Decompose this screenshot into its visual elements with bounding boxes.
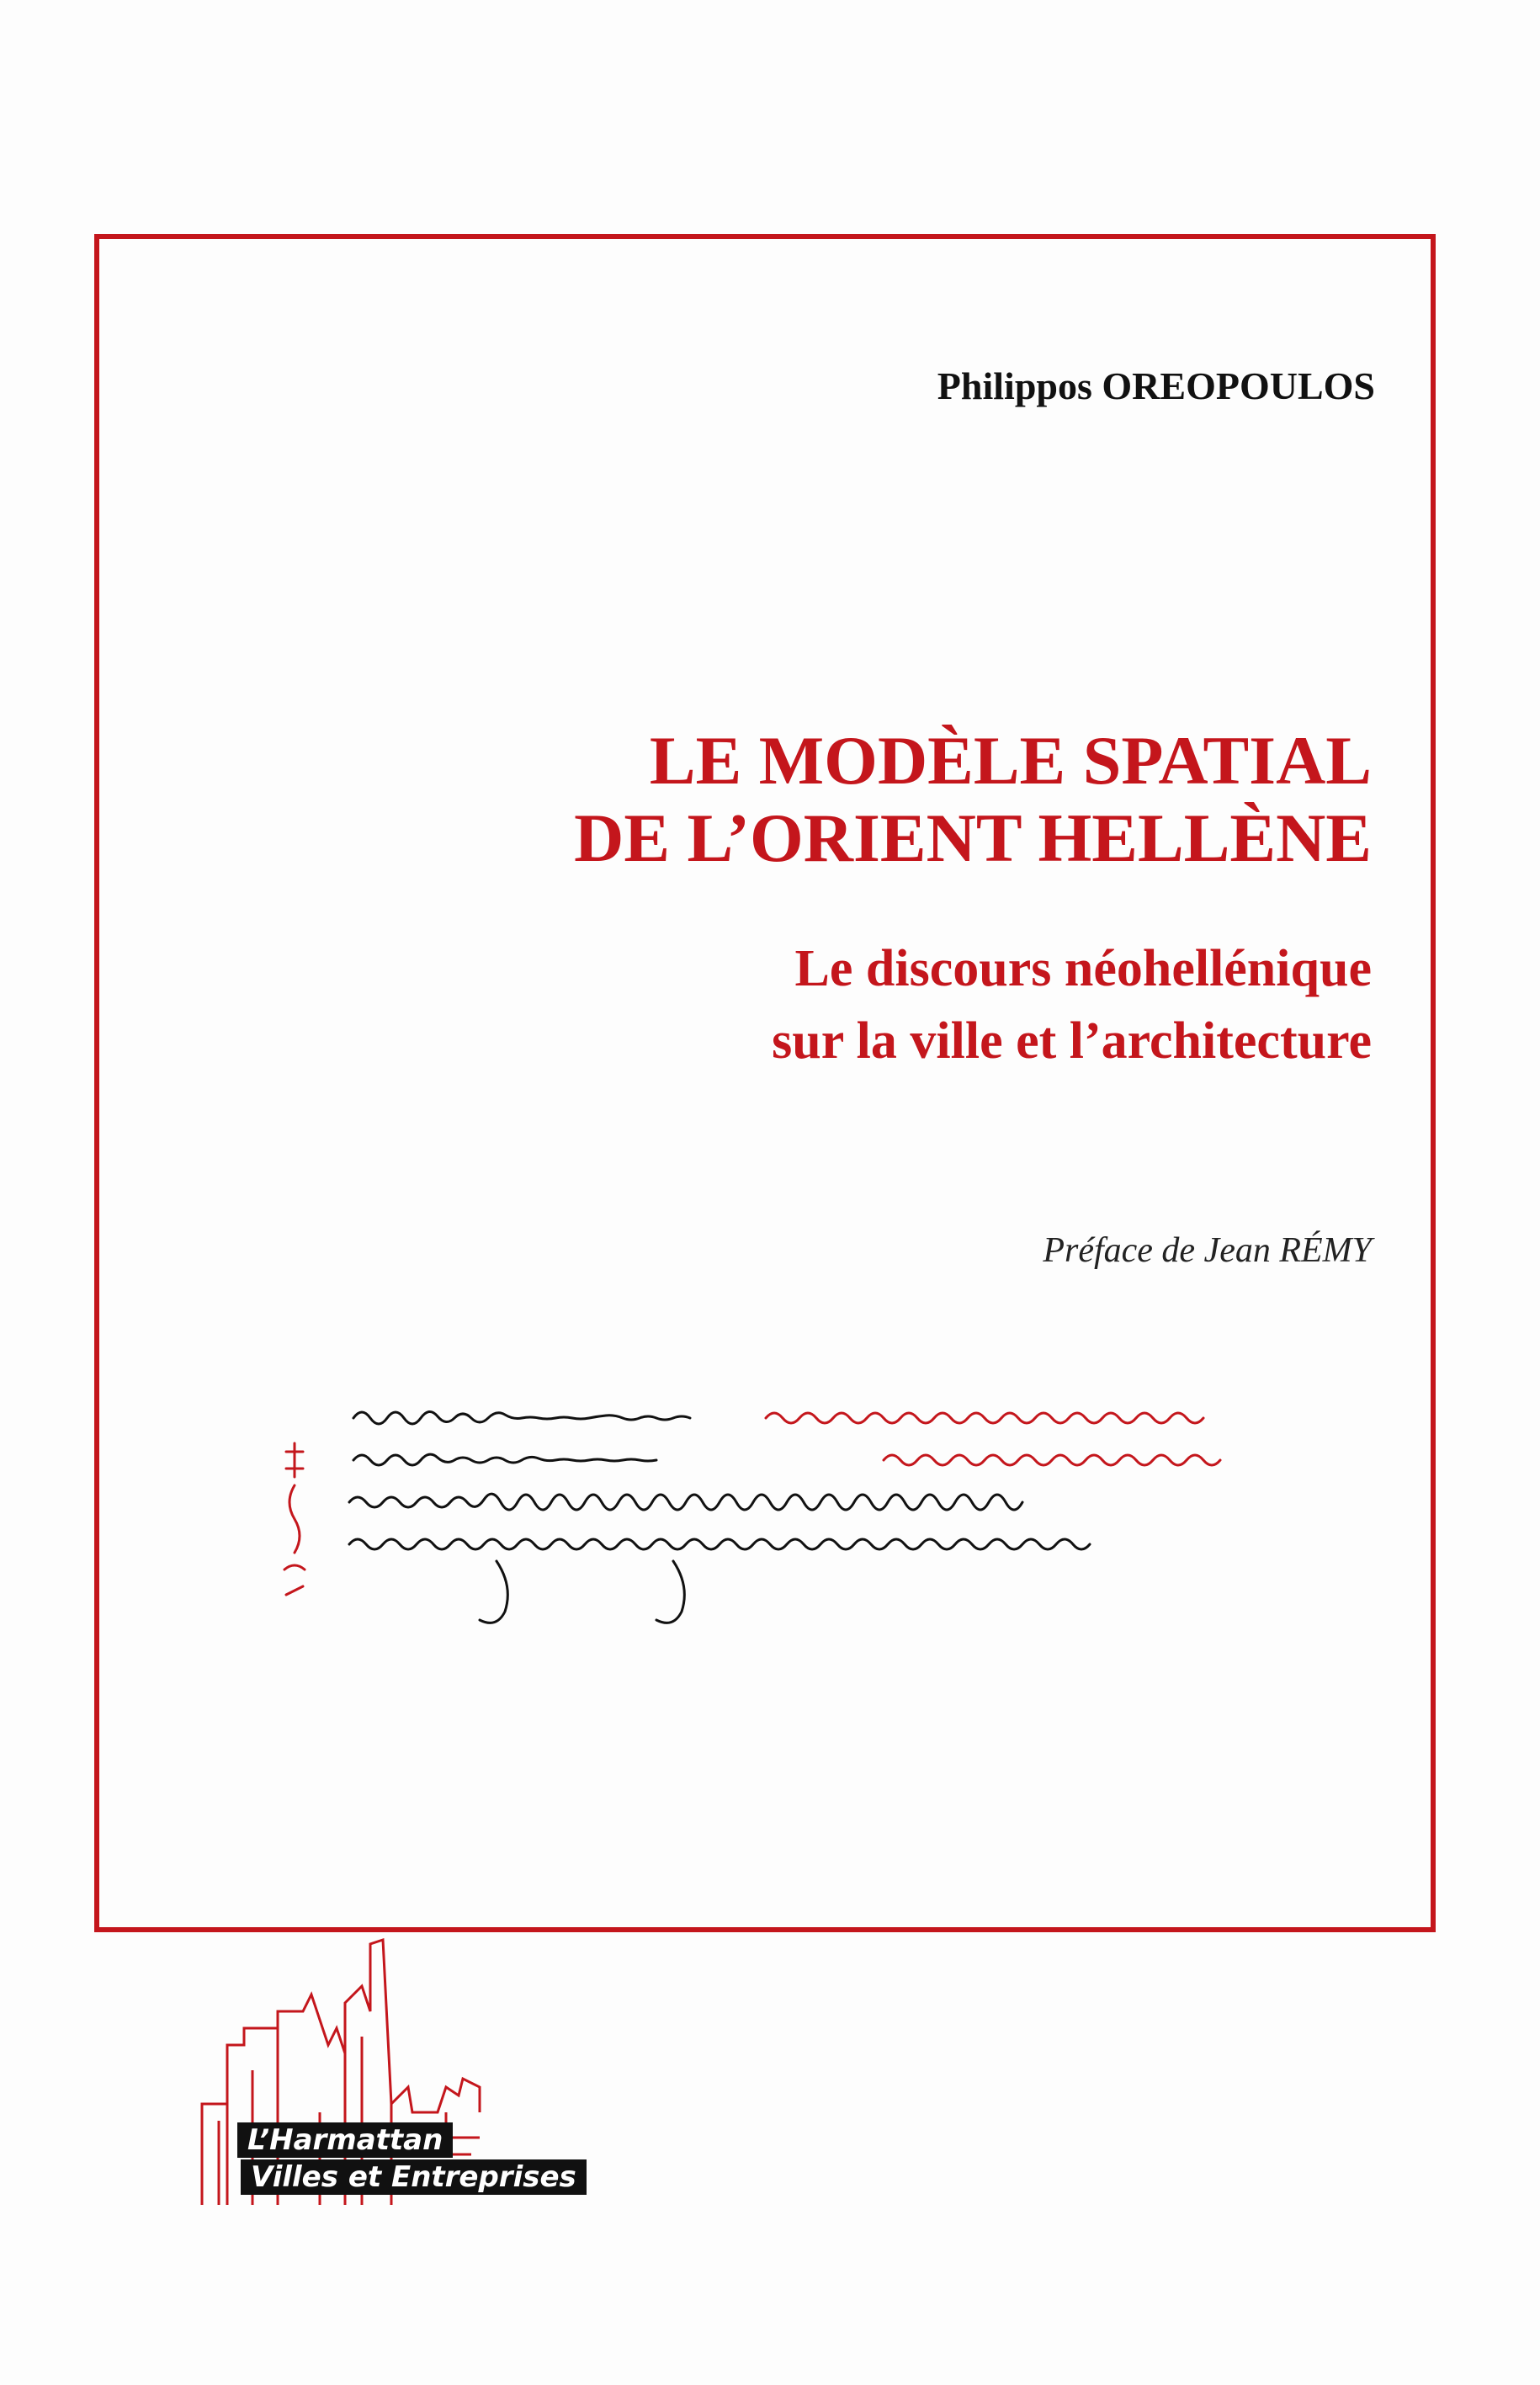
book-title bbox=[574, 722, 1372, 877]
subtitle-line-2: sur la ville et l’architecture bbox=[772, 1012, 1372, 1070]
title-line-2: DE L’ORIENT HELLÈNE bbox=[574, 799, 1372, 876]
publisher-name: L’Harmattan bbox=[237, 2122, 453, 2158]
preface-credit: Préface de Jean RÉMY bbox=[1043, 1231, 1372, 1270]
author-name: Philippos OREOPOULOS bbox=[937, 364, 1375, 407]
publisher-series: Villes et Entreprises bbox=[241, 2159, 587, 2195]
book-subtitle bbox=[772, 932, 1372, 1077]
title-line-1: LE MODÈLE SPATIAL bbox=[649, 722, 1372, 799]
manuscript-illustration bbox=[278, 1393, 1262, 1645]
cover-frame bbox=[94, 234, 1436, 1932]
subtitle-line-1: Le discours néohellénique bbox=[794, 940, 1372, 997]
